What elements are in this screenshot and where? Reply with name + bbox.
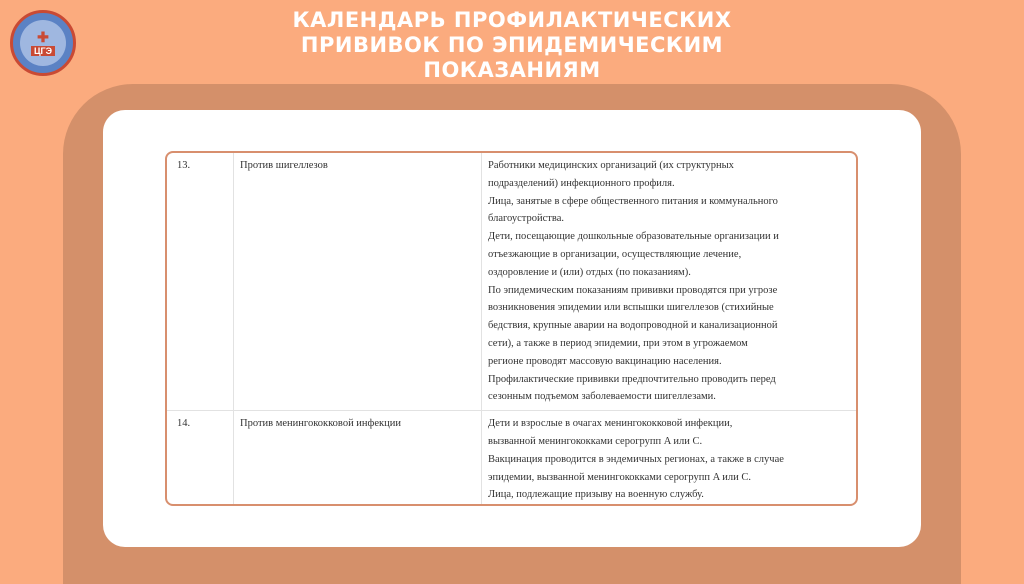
desc-line: бедствия, крупные аварии на водопроводной и канализационной <box>488 320 778 332</box>
title-line-2: ПРИВИВОК ПО ЭПИДЕМИЧЕСКИМ <box>300 33 724 57</box>
row-number: 14. <box>167 411 234 506</box>
logo-cross-icon: ✚ <box>37 29 49 45</box>
desc-line: Профилактические прививки предпочтительно проводить перед <box>488 373 776 385</box>
desc-line: возникновения эпидемии или вспышки шигеллезов (стихийные <box>488 302 774 314</box>
desc-line: отъезжающие в организации, осуществляющие лечение, <box>488 248 742 260</box>
desc-line: Работники медицинских организаций (их структурных <box>488 160 734 171</box>
table <box>167 153 856 506</box>
page-title <box>0 8 1024 83</box>
desc-line: регионе проводят массовую вакцинацию населения. <box>488 355 722 367</box>
table-row-13 <box>167 153 856 411</box>
row-number: 13. <box>167 153 234 411</box>
table-row-14 <box>167 411 856 506</box>
desc-line: эпидемии, вызванной менингококками серогрупп A или C. <box>488 471 751 483</box>
row-description <box>482 153 857 411</box>
title-line-1: КАЛЕНДАРЬ ПРОФИЛАКТИЧЕСКИХ <box>292 8 732 32</box>
desc-line: вызванной менингококками серогрупп A или C. <box>488 435 703 447</box>
desc-line: сезонным подъемом заболеваемости шигеллезами. <box>488 391 716 403</box>
title-line-3: ПОКАЗАНИЯМ <box>423 58 601 82</box>
row-infection-name: Против шигеллезов <box>234 153 482 411</box>
desc-line: Дети, посещающие дошкольные образовательные организации и <box>488 231 779 243</box>
desc-line: Дети и взрослые в очагах менингококковой инфекции, <box>488 418 733 430</box>
desc-line: Лица, подлежащие призыву на военную службу. <box>488 489 704 501</box>
desc-line: благоустройства. <box>488 213 564 225</box>
logo-text: ЦГЭ <box>31 46 55 56</box>
vaccination-table <box>165 151 858 506</box>
desc-line: По эпидемическим показаниям прививки проводятся при угрозе <box>488 284 778 296</box>
row-description <box>482 411 857 506</box>
desc-line: сети), а также в период эпидемии, при этом в угрожаемом <box>488 337 748 349</box>
desc-line: Лица, занятые в сфере общественного питания и коммунального <box>488 195 778 207</box>
row-infection-name: Против менингококковой инфекции <box>234 411 482 506</box>
desc-line: подразделений) инфекционного профиля. <box>488 177 675 189</box>
desc-line: оздоровление и (или) отдых (по показаниям). <box>488 266 691 278</box>
desc-line: Вакцинация проводится в эндемичных регионах, а также в случае <box>488 453 784 465</box>
